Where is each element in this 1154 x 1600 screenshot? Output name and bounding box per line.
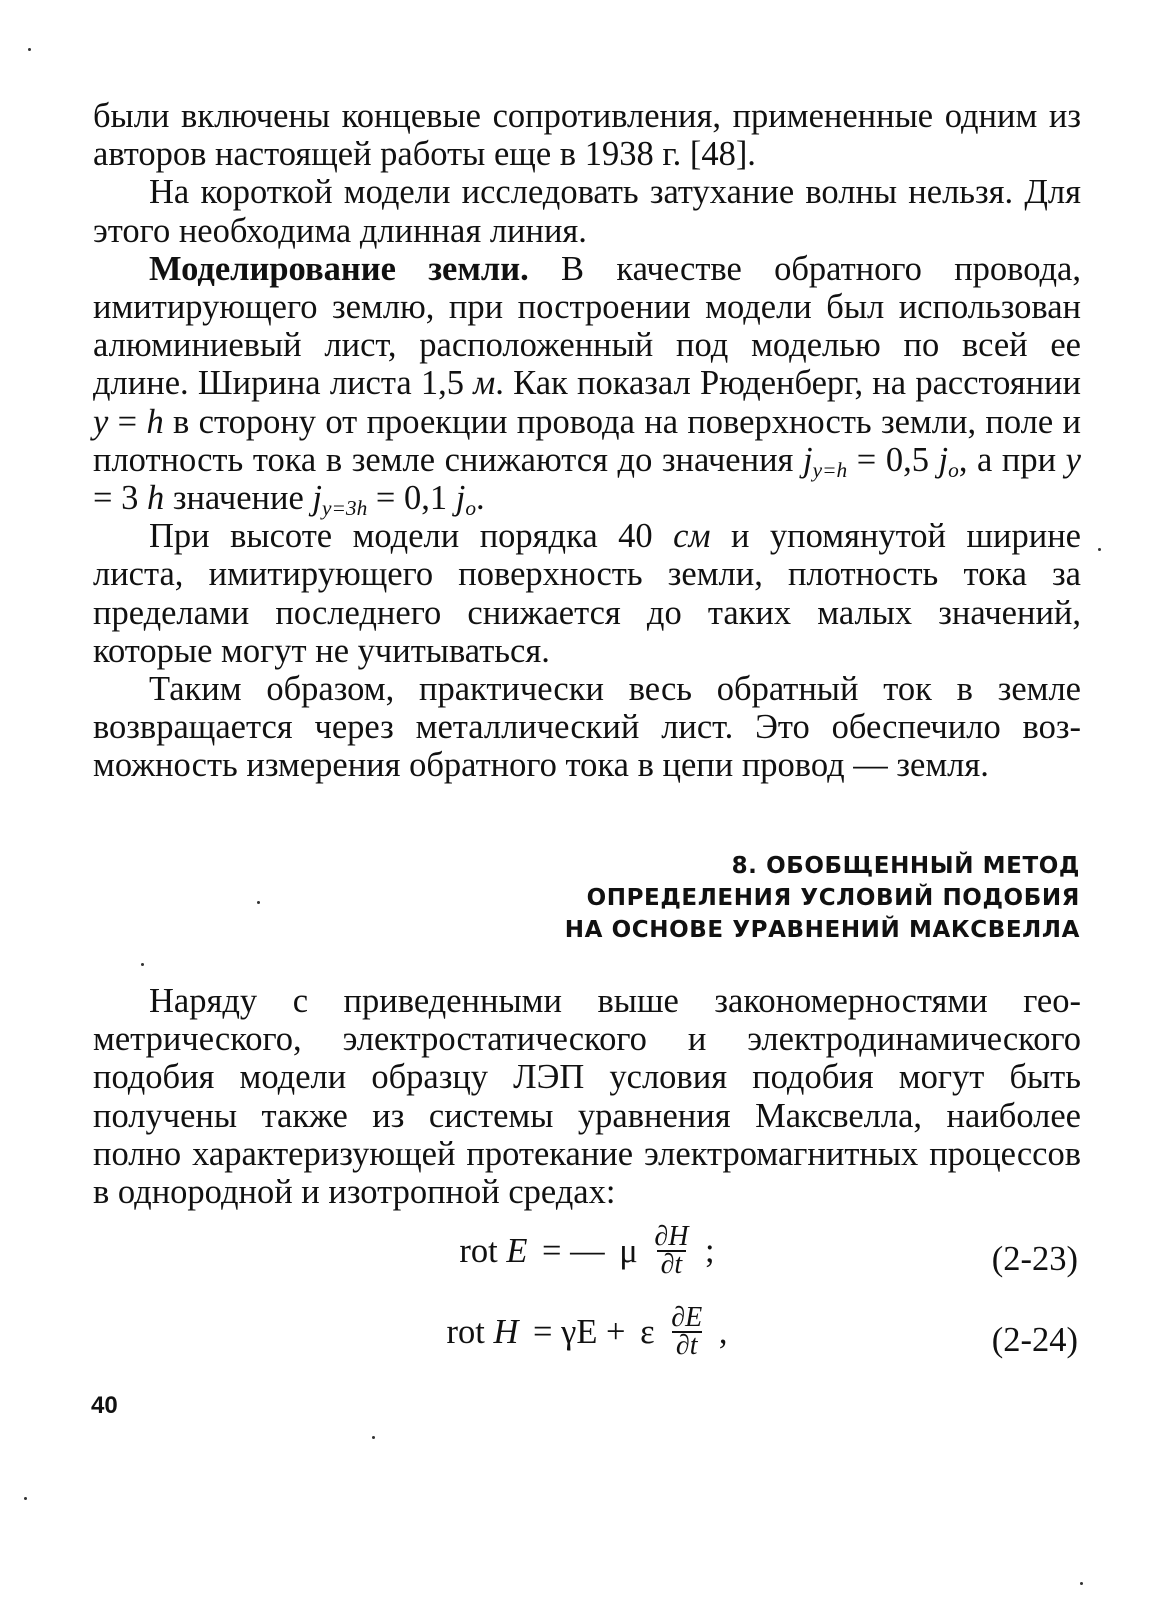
paragraph-5: Таким образом, практически весь обратный ток в земле возвращается через металлический лист. Это обеспечило возможность измерения обратного тока в цепи провод — земля. (93, 670, 1081, 785)
scan-speck (1098, 548, 1101, 551)
eq-denominator: ∂t (657, 1250, 687, 1278)
subscript: o (465, 496, 477, 521)
text-run: = 3 (93, 479, 147, 518)
paragraph-2: На короткой модели исследовать затухание волны нельзя. Для этого необходима длинная линия. (93, 173, 1081, 250)
eq-tail: , (718, 1312, 728, 1351)
var-h: h (146, 479, 165, 518)
eq-denominator: ∂t (672, 1331, 702, 1359)
eq-middle: = — (542, 1231, 605, 1270)
equation-number: (2-23) (991, 1240, 1078, 1278)
section-heading (380, 850, 1080, 946)
eq-tail: ; (705, 1231, 715, 1270)
var-y: y (1065, 440, 1081, 479)
scan-speck (257, 901, 260, 904)
scan-speck (372, 1436, 375, 1439)
eq-fraction (650, 1221, 692, 1280)
eq-operator: rot (446, 1312, 485, 1351)
body-text-top (93, 97, 1081, 785)
equation-2-23 (93, 1221, 1081, 1290)
var-h: h (146, 402, 164, 441)
var-y: y (93, 402, 109, 441)
section-heading-line: 8. ОБОБЩЕННЫЙ МЕТОД (731, 853, 1080, 879)
scan-speck (1080, 1582, 1083, 1585)
text-run: и упомянутой ширине листа, имитирующего поверхность земли, плотность тока за пределами последнего снижается до таких малых значений, которые могут не учитываться. (93, 517, 1081, 670)
eq-variable: E (506, 1231, 528, 1270)
text-run: . Как показал Рюденберг, на расстоянии (495, 364, 1081, 403)
paragraph-6: Наряду с приведенными выше закономерностями геометрического, электростатического и электродинамического подобия модели образцу ЛЭП условия подобия могут быть получены также из системы уравнения Максвелла, наиболее полно характеризующей протекание электромагнитных процессов в однородной и изотропной средах: (93, 982, 1081, 1212)
equation-2-24 (93, 1302, 1081, 1371)
eq-fraction (667, 1302, 706, 1361)
text-run: В качестве обратного провода, имитирующего землю, при построении модели был использован алюминиевый лист, расположенный под моделью по всей ее длине. Ширина листа 1,5 (93, 249, 1081, 403)
scan-speck (24, 1497, 27, 1500)
unit-m: м (473, 364, 496, 403)
paragraph-4 (93, 517, 1081, 670)
paragraph-3 (93, 249, 1081, 521)
equation-number: (2-24) (991, 1321, 1078, 1359)
eq-middle: = γE + (533, 1312, 626, 1351)
eq-coefficient: ε (640, 1312, 655, 1351)
section-heading-line: НА ОСНОВЕ УРАВНЕНИЙ МАКСВЕЛЛА (564, 917, 1080, 943)
eq-numerator: ∂E (671, 1302, 703, 1333)
text-run: . (476, 479, 485, 518)
scan-speck (141, 963, 144, 966)
eq-coefficient: μ (619, 1231, 638, 1270)
scan-speck (28, 48, 31, 51)
text-run: в сторону от проекции провода на поверхность земли, поле и плотность тока в земле снижаются до значения (93, 402, 1081, 479)
text-run: = 0,5 (847, 440, 939, 479)
page-number: 40 (91, 1392, 118, 1419)
section-heading-line: ОПРЕДЕЛЕНИЯ УСЛОВИЙ ПОДОБИЯ (586, 885, 1080, 911)
text-run: , а при (958, 440, 1066, 479)
var-j: j (312, 479, 322, 518)
subscript: y=3h (322, 496, 368, 521)
eq-variable: H (493, 1312, 519, 1351)
var-j: j (938, 440, 949, 479)
body-text-bottom (93, 982, 1081, 1211)
text-run: = (108, 402, 147, 441)
subscript: y=h (812, 457, 848, 482)
subscript: o (948, 457, 959, 482)
text-run: При высоте модели порядка 40 (149, 517, 674, 556)
unit-cm: см (673, 517, 711, 556)
var-j: j (803, 440, 813, 479)
run-in-heading: Моделирование земли. (149, 249, 529, 288)
eq-numerator: ∂H (654, 1221, 689, 1252)
equation-body (93, 1302, 1081, 1371)
var-j: j (455, 479, 466, 518)
equation-body (93, 1221, 1081, 1290)
eq-operator: rot (459, 1231, 498, 1270)
text-run: = 0,1 (367, 479, 456, 518)
paragraph-1: были включены концевые сопротивления, примененные одним из авторов настоящей работы еще в 1938 г. [48]. (93, 97, 1081, 174)
text-run: значение (164, 479, 313, 518)
